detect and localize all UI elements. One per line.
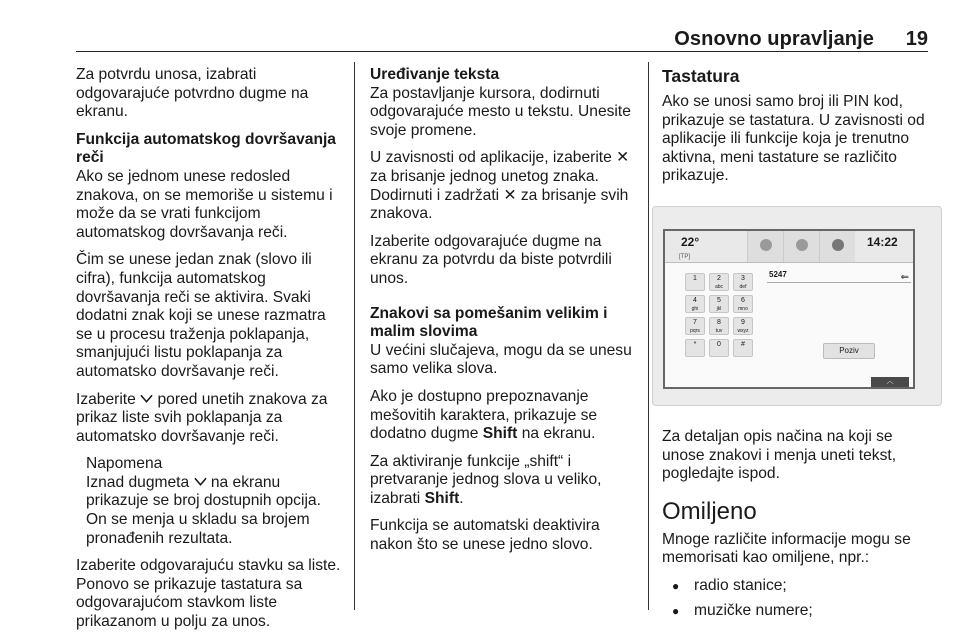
- keypad-key: 3 def: [733, 273, 753, 291]
- chevron-down-icon: [194, 477, 207, 487]
- column-divider-1: [354, 62, 355, 610]
- text: na ekranu prikazuje se broj dostupnih opcija. On se menja u skladu sa brojem pronađenih rezultata.: [86, 473, 321, 547]
- keypad-key: 5 jkl: [709, 295, 729, 313]
- backspace-icon: ⇐: [900, 271, 909, 283]
- note-block: [86, 455, 344, 548]
- keypad-key: 4 ghi: [685, 295, 705, 313]
- paragraph: Mnoge različite informacije mogu se memorisati kao omiljene, npr.:: [662, 530, 911, 567]
- shift-label: Shift: [482, 425, 518, 443]
- text: Za aktiviranje funkcije „shift“ i pretvaranje jednog slova u veliko, izabrati: [370, 452, 602, 507]
- phone-icon: [783, 231, 819, 262]
- heading-edit-text: Uređivanje teksta: [370, 66, 500, 83]
- text: .: [459, 489, 464, 507]
- music-icon: [747, 231, 783, 262]
- device-screen: [663, 229, 915, 389]
- keypad-key: 8 tuv: [709, 317, 729, 335]
- column-1: [76, 66, 344, 641]
- note-title: Napomena: [86, 455, 163, 473]
- text: na ekranu.: [521, 425, 596, 443]
- keypad-key: #: [733, 339, 753, 357]
- bullet-list: [662, 577, 932, 620]
- list-item: ● radio stanice;: [662, 577, 932, 596]
- page-title: Osnovno upravljanje: [674, 28, 874, 50]
- paragraph: Ako se jednom unese redosled znakova, on se memoriše u sistemu i može da se vrati funkcijom automatskog dovršavanja reči.: [76, 167, 333, 241]
- paragraph: Funkcija se automatski deaktivira nakon što se unese jedno slovo.: [370, 517, 600, 554]
- clock: 14:22: [867, 234, 898, 249]
- paragraph: U zavisnosti od aplikacije, izaberite ✕ za brisanje jednog unetog znaka. Dodirnuti i zadržati ✕ za brisanje svih znakova.: [370, 149, 630, 223]
- page-header: [76, 26, 928, 52]
- keypad-key: 6 mno: [733, 295, 753, 313]
- text: Izaberite: [76, 390, 136, 408]
- keypad-key: 1: [685, 273, 705, 291]
- text: Iznad dugmeta: [86, 473, 190, 491]
- heading-autocomplete: Funkcija automatskog dovršavanja reči: [76, 130, 336, 167]
- temperature: 22°: [681, 234, 700, 249]
- number-input: 5247: [767, 267, 911, 283]
- text: Ako je dostupno prepoznavanje mešovitih karaktera, prikazuje se dodatno dugme: [370, 387, 598, 443]
- paragraph: Čim se unese jedan znak (slovo ili cifra), funkcija automatskog dovršavanja reči se aktivira. Svaki dodatni znak koji se unese razmatra se u procesu traženja poklapanja, smanjujući listu poklapanja za automatsko dovršavanje reči.: [76, 251, 326, 380]
- chevron-up-icon: ︿: [871, 377, 909, 387]
- call-button: Poziv: [823, 343, 875, 359]
- paragraph: [370, 388, 636, 444]
- paragraph: Izaberite odgovarajuće dugme na ekranu za potvrdu da biste potvrdili unos.: [370, 232, 612, 287]
- heading-favorites: Omiljeno: [662, 497, 757, 525]
- info-icon: [819, 231, 855, 262]
- paragraph: Za detaljan opis načina na koji se unose znakovi i menja uneti tekst, pogledajte ispod.: [662, 427, 897, 483]
- keypad-key: *: [685, 339, 705, 357]
- keypad-key: 9 wxyz: [733, 317, 753, 335]
- note-text: [86, 474, 344, 548]
- paragraph: Za postavljanje kursora, dodirnuti odgovarajuće mesto u tekstu. Unesite svoje promene.: [370, 84, 631, 139]
- keyboard-screenshot: [652, 206, 942, 406]
- heading-keyboard: Tastatura: [662, 66, 740, 86]
- paragraph: [76, 391, 344, 447]
- tp-indicator: [TP]: [679, 253, 691, 260]
- page-number: 19: [905, 28, 928, 50]
- paragraph: Za potvrdu unosa, izabrati odgovarajuće potvrdno dugme na ekranu.: [76, 66, 309, 121]
- paragraph: Ako se unosi samo broj ili PIN kod, prikazuje se tastatura. U zavisnosti od aplikacije ili funkcije koja je trenutno aktivna, meni tastature se različito prikazuje.: [662, 93, 925, 185]
- paragraph: [370, 453, 636, 509]
- column-3: [662, 66, 932, 626]
- keypad-key: 2 abc: [709, 273, 729, 291]
- column-divider-2: [648, 62, 649, 610]
- keypad-key: 7 pqrs: [685, 317, 705, 335]
- device-status-bar: [665, 231, 913, 263]
- keypad-key: 0: [709, 339, 729, 357]
- chevron-down-icon: [140, 394, 153, 404]
- paragraph: Izaberite odgovarajuću stavku sa liste. Ponovo se prikazuje tastatura sa odgovarajućom stavkom liste prikazanom u polju za unos.: [76, 557, 341, 631]
- shift-label: Shift: [424, 489, 460, 507]
- column-2: [370, 66, 636, 564]
- heading-mixed-case: Znakovi sa pomešanim velikim i malim slovima: [370, 304, 608, 341]
- paragraph: U većini slučajeva, mogu da se unesu samo velika slova.: [370, 341, 632, 378]
- text: pored unetih znakova za prikaz liste svih poklapanja za automatsko dovršavanje reči.: [76, 390, 328, 445]
- list-item: ● muzičke numere;: [662, 602, 932, 621]
